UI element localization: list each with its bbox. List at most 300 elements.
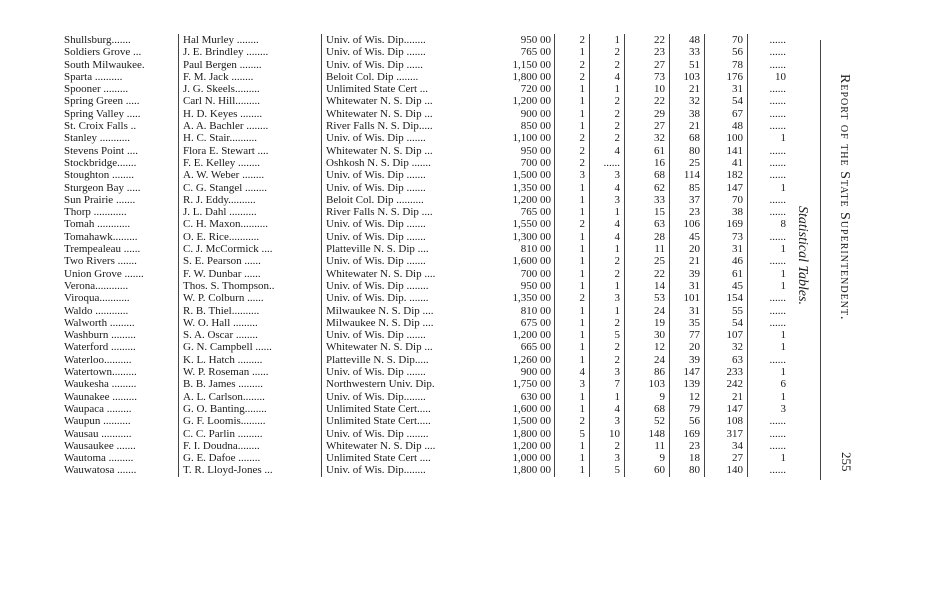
teacher-name-cell: S. E. Pearson ...... xyxy=(179,255,322,267)
count-1-cell: 1 xyxy=(555,83,590,95)
count-4-cell: 32 xyxy=(670,95,705,107)
place-cell: South Milwaukee. xyxy=(64,58,145,71)
extra-cell: ...... xyxy=(748,317,793,329)
count-2-cell: 5 xyxy=(590,464,625,476)
extra-cell: ...... xyxy=(748,255,793,267)
place-cell: Wausau ........... xyxy=(64,427,132,440)
place-cell: Tomahawk......... xyxy=(64,230,138,243)
table-row xyxy=(62,145,792,157)
count-1-cell: 1 xyxy=(555,329,590,341)
count-1-cell: 1 xyxy=(555,440,590,452)
salary-cell: 1,600 00 xyxy=(512,402,551,415)
teacher-name-cell: Flora E. Stewart .... xyxy=(179,145,322,157)
count-3-cell: 103 xyxy=(625,378,670,390)
table-row xyxy=(62,292,792,304)
count-2-cell: 4 xyxy=(590,182,625,194)
place-cell: Washburn ......... xyxy=(64,329,136,342)
salary-cell: 950 00 xyxy=(520,279,551,292)
table-row xyxy=(62,305,792,317)
count-1-cell: 1 xyxy=(555,255,590,267)
count-3-cell: 12 xyxy=(625,341,670,353)
extra-cell: 1 xyxy=(748,182,793,194)
count-4-cell: 21 xyxy=(670,120,705,132)
salary-cell: 950 00 xyxy=(520,144,551,157)
extra-cell: ...... xyxy=(748,59,793,71)
count-4-cell: 37 xyxy=(670,194,705,206)
total-cell: 38 xyxy=(705,206,748,218)
count-4-cell: 106 xyxy=(670,218,705,230)
extra-cell: ...... xyxy=(748,464,793,476)
count-3-cell: 9 xyxy=(625,452,670,464)
teacher-name-cell: F. E. Kelley ........ xyxy=(179,157,322,169)
count-2-cell: 2 xyxy=(590,354,625,366)
count-2-cell: 3 xyxy=(590,194,625,206)
count-2-cell: 10 xyxy=(590,428,625,440)
certificate-cell: Oshkosh N. S. Dip ....... xyxy=(322,157,477,169)
table-row xyxy=(62,108,792,120)
extra-cell: 10 xyxy=(748,71,793,83)
certificate-cell: Univ. of Wis. Dip........ xyxy=(322,464,477,476)
certificate-cell: Whitewater N. S. Dip ... xyxy=(322,108,477,120)
count-2-cell: 1 xyxy=(590,305,625,317)
total-cell: 41 xyxy=(705,157,748,169)
teacher-name-cell: Carl N. Hill......... xyxy=(179,95,322,107)
place-cell: Sun Prairie ....... xyxy=(64,193,136,206)
salary-cell: 1,600 00 xyxy=(512,255,551,268)
certificate-cell: Univ. of Wis. Dip ........ xyxy=(322,428,477,440)
count-4-cell: 77 xyxy=(670,329,705,341)
teacher-name-cell: C. H. Maxon.......... xyxy=(179,218,322,230)
count-2-cell: 4 xyxy=(590,218,625,230)
count-4-cell: 23 xyxy=(670,440,705,452)
place-cell: Stanley ........... xyxy=(64,132,130,145)
certificate-cell: Univ. of Wis. Dip ....... xyxy=(322,169,477,181)
count-2-cell: 3 xyxy=(590,169,625,181)
total-cell: 100 xyxy=(705,132,748,144)
extra-cell: ...... xyxy=(748,194,793,206)
salary-cell: 1,550 00 xyxy=(512,218,551,231)
count-4-cell: 79 xyxy=(670,403,705,415)
total-cell: 45 xyxy=(705,280,748,292)
teacher-name-cell: W. P. Colburn ...... xyxy=(179,292,322,304)
place-cell: Spring Green ..... xyxy=(64,95,140,108)
teacher-name-cell: Paul Bergen ........ xyxy=(179,59,322,71)
certificate-cell: Platteville N. S. Dip..... xyxy=(322,354,477,366)
total-cell: 61 xyxy=(705,268,748,280)
certificate-cell: Beloit Col. Dip .......... xyxy=(322,194,477,206)
place-cell: Soldiers Grove ... xyxy=(64,46,142,59)
teacher-name-cell: C. J. McCormick .... xyxy=(179,243,322,255)
count-3-cell: 22 xyxy=(625,268,670,280)
salary-cell: 1,750 00 xyxy=(512,378,551,391)
extra-cell: 8 xyxy=(748,218,793,230)
count-3-cell: 53 xyxy=(625,292,670,304)
salary-cell: 700 00 xyxy=(520,267,551,280)
count-3-cell: 61 xyxy=(625,145,670,157)
extra-cell: 1 xyxy=(748,268,793,280)
count-2-cell: 2 xyxy=(590,95,625,107)
count-4-cell: 20 xyxy=(670,341,705,353)
salary-cell: 1,200 00 xyxy=(512,329,551,342)
total-cell: 31 xyxy=(705,243,748,255)
total-cell: 48 xyxy=(705,120,748,132)
count-3-cell: 86 xyxy=(625,366,670,378)
total-cell: 78 xyxy=(705,59,748,71)
count-3-cell: 19 xyxy=(625,317,670,329)
extra-cell: 6 xyxy=(748,378,793,390)
salary-cell: 675 00 xyxy=(520,316,551,329)
teacher-name-cell: G. F. Loomis......... xyxy=(179,415,322,427)
certificate-cell: Univ. of Wis. Dip ....... xyxy=(322,255,477,267)
count-2-cell: 2 xyxy=(590,317,625,329)
page-number: 255 xyxy=(839,452,854,472)
count-4-cell: 48 xyxy=(670,34,705,46)
table-row xyxy=(62,71,792,83)
count-1-cell: 1 xyxy=(555,268,590,280)
teacher-name-cell: G. O. Banting........ xyxy=(179,403,322,415)
certificate-cell: Whitewater N. S. Dip ... xyxy=(322,145,477,157)
table-row xyxy=(62,452,792,464)
count-2-cell: 4 xyxy=(590,71,625,83)
salary-cell: 850 00 xyxy=(520,120,551,133)
certificate-cell: Unlimited State Cert ... xyxy=(322,83,477,95)
count-2-cell: 2 xyxy=(590,255,625,267)
count-2-cell: 2 xyxy=(590,132,625,144)
teacher-name-cell: J. E. Brindley ........ xyxy=(179,46,322,58)
teacher-name-cell: A. L. Carlson........ xyxy=(179,391,322,403)
count-3-cell: 16 xyxy=(625,157,670,169)
count-1-cell: 2 xyxy=(555,34,590,46)
count-4-cell: 23 xyxy=(670,206,705,218)
salary-cell: 1,500 00 xyxy=(512,169,551,182)
total-cell: 21 xyxy=(705,391,748,403)
certificate-cell: Univ. of Wis. Dip ....... xyxy=(322,366,477,378)
teacher-name-cell: B. B. James ......... xyxy=(179,378,322,390)
count-1-cell: 1 xyxy=(555,305,590,317)
count-4-cell: 85 xyxy=(670,182,705,194)
count-3-cell: 63 xyxy=(625,218,670,230)
count-1-cell: 2 xyxy=(555,157,590,169)
count-4-cell: 25 xyxy=(670,157,705,169)
count-4-cell: 33 xyxy=(670,46,705,58)
salary-cell: 810 00 xyxy=(520,243,551,256)
salary-cell: 1,260 00 xyxy=(512,353,551,366)
table-row xyxy=(62,182,792,194)
count-3-cell: 24 xyxy=(625,305,670,317)
count-1-cell: 1 xyxy=(555,452,590,464)
count-1-cell: 1 xyxy=(555,120,590,132)
table-row xyxy=(62,169,792,181)
salary-cell: 1,300 00 xyxy=(512,230,551,243)
table-row xyxy=(62,415,792,427)
count-1-cell: 1 xyxy=(555,46,590,58)
certificate-cell: Whitewater N. S. Dip ... xyxy=(322,95,477,107)
table-row xyxy=(62,194,792,206)
teacher-name-cell: R. J. Eddy.......... xyxy=(179,194,322,206)
extra-cell: ...... xyxy=(748,120,793,132)
salary-cell: 1,100 00 xyxy=(512,132,551,145)
certificate-cell: Whitewater N. S. Dip .... xyxy=(322,440,477,452)
teacher-name-cell: K. L. Hatch ......... xyxy=(179,354,322,366)
teacher-name-cell: Hal Murley ........ xyxy=(179,34,322,46)
place-cell: Union Grove ....... xyxy=(64,267,144,280)
total-cell: 32 xyxy=(705,341,748,353)
table-row xyxy=(62,34,792,46)
certificate-cell: Univ. of Wis. Dip ....... xyxy=(322,231,477,243)
total-cell: 108 xyxy=(705,415,748,427)
table-row xyxy=(62,206,792,218)
count-1-cell: 1 xyxy=(555,194,590,206)
count-4-cell: 103 xyxy=(670,71,705,83)
right-rule-line xyxy=(820,40,821,480)
count-3-cell: 60 xyxy=(625,464,670,476)
total-cell: 54 xyxy=(705,95,748,107)
extra-cell: 1 xyxy=(748,366,793,378)
extra-cell: 1 xyxy=(748,452,793,464)
table-row xyxy=(62,440,792,452)
extra-cell: ...... xyxy=(748,34,793,46)
total-cell: 169 xyxy=(705,218,748,230)
salary-cell: 950 00 xyxy=(520,34,551,46)
count-2-cell: 1 xyxy=(590,280,625,292)
count-2-cell: 2 xyxy=(590,341,625,353)
count-2-cell: 1 xyxy=(590,243,625,255)
salary-cell: 1,800 00 xyxy=(512,427,551,440)
certificate-cell: Univ. of Wis. Dip ....... xyxy=(322,46,477,58)
count-1-cell: 1 xyxy=(555,95,590,107)
count-2-cell: 1 xyxy=(590,83,625,95)
teacher-name-cell: G. E. Dafoe ........ xyxy=(179,452,322,464)
salary-cell: 1,000 00 xyxy=(512,452,551,465)
certificate-cell: Milwaukee N. S. Dip .... xyxy=(322,305,477,317)
count-4-cell: 45 xyxy=(670,231,705,243)
salary-cell: 900 00 xyxy=(520,366,551,379)
total-cell: 70 xyxy=(705,34,748,46)
extra-cell: 1 xyxy=(748,341,793,353)
count-2-cell: 4 xyxy=(590,145,625,157)
table-row xyxy=(62,341,792,353)
salary-cell: 900 00 xyxy=(520,107,551,120)
place-cell: Stockbridge....... xyxy=(64,156,137,169)
count-4-cell: 80 xyxy=(670,145,705,157)
certificate-cell: Whitewater N. S. Dip ... xyxy=(322,341,477,353)
count-4-cell: 12 xyxy=(670,391,705,403)
total-cell: 73 xyxy=(705,231,748,243)
salary-cell: 720 00 xyxy=(520,83,551,96)
count-2-cell: 1 xyxy=(590,34,625,46)
count-4-cell: 101 xyxy=(670,292,705,304)
certificate-cell: Univ. of Wis. Dip ....... xyxy=(322,329,477,341)
teacher-name-cell: C. G. Stangel ........ xyxy=(179,182,322,194)
extra-cell: ...... xyxy=(748,428,793,440)
count-2-cell: 2 xyxy=(590,59,625,71)
total-cell: 233 xyxy=(705,366,748,378)
count-1-cell: 1 xyxy=(555,206,590,218)
count-3-cell: 148 xyxy=(625,428,670,440)
count-1-cell: 1 xyxy=(555,231,590,243)
certificate-cell: Univ. of Wis. Dip ........ xyxy=(322,280,477,292)
count-2-cell: 2 xyxy=(590,120,625,132)
table-row xyxy=(62,329,792,341)
extra-cell: 1 xyxy=(748,243,793,255)
teacher-name-cell: F. M. Jack ........ xyxy=(179,71,322,83)
count-1-cell: 1 xyxy=(555,403,590,415)
count-1-cell: 4 xyxy=(555,366,590,378)
total-cell: 27 xyxy=(705,452,748,464)
count-3-cell: 68 xyxy=(625,169,670,181)
count-1-cell: 2 xyxy=(555,292,590,304)
place-cell: Sturgeon Bay ..... xyxy=(64,181,141,194)
total-cell: 46 xyxy=(705,255,748,267)
table-row xyxy=(62,46,792,58)
certificate-cell: Univ. of Wis. Dip........ xyxy=(322,34,477,46)
place-cell: Spring Valley ..... xyxy=(64,107,141,120)
extra-cell: ...... xyxy=(748,169,793,181)
certificate-cell: Univ. of Wis. Dip ....... xyxy=(322,182,477,194)
count-3-cell: 11 xyxy=(625,440,670,452)
count-3-cell: 29 xyxy=(625,108,670,120)
table-row xyxy=(62,255,792,267)
total-cell: 317 xyxy=(705,428,748,440)
count-3-cell: 25 xyxy=(625,255,670,267)
extra-cell: ...... xyxy=(748,157,793,169)
extra-cell: ...... xyxy=(748,440,793,452)
count-2-cell: 3 xyxy=(590,452,625,464)
count-3-cell: 32 xyxy=(625,132,670,144)
place-cell: St. Croix Falls .. xyxy=(64,120,137,133)
count-3-cell: 22 xyxy=(625,95,670,107)
place-cell: Wausaukee ....... xyxy=(64,439,136,452)
extra-cell: 3 xyxy=(748,403,793,415)
count-1-cell: 1 xyxy=(555,108,590,120)
salary-cell: 765 00 xyxy=(520,46,551,59)
place-cell: Waukesha ......... xyxy=(64,378,137,391)
teacher-name-cell: W. O. Hall ......... xyxy=(179,317,322,329)
salary-cell: 1,200 00 xyxy=(512,193,551,206)
total-cell: 107 xyxy=(705,329,748,341)
certificate-cell: Milwaukee N. S. Dip .... xyxy=(322,317,477,329)
teacher-name-cell: Thos. S. Thompson.. xyxy=(179,280,322,292)
extra-cell: ...... xyxy=(748,305,793,317)
table-row xyxy=(62,428,792,440)
count-2-cell: 3 xyxy=(590,415,625,427)
count-3-cell: 28 xyxy=(625,231,670,243)
table-row xyxy=(62,157,792,169)
place-cell: Watertown......... xyxy=(64,366,137,379)
place-cell: Waupun .......... xyxy=(64,415,131,428)
place-cell: Sparta .......... xyxy=(64,70,123,83)
count-3-cell: 30 xyxy=(625,329,670,341)
section-subtitle: Statistical Tables. xyxy=(795,206,810,306)
place-cell: Tomah ............ xyxy=(64,218,131,231)
extra-cell: ...... xyxy=(748,206,793,218)
total-cell: 154 xyxy=(705,292,748,304)
count-1-cell: 3 xyxy=(555,378,590,390)
count-4-cell: 51 xyxy=(670,59,705,71)
count-3-cell: 68 xyxy=(625,403,670,415)
count-4-cell: 18 xyxy=(670,452,705,464)
count-4-cell: 39 xyxy=(670,354,705,366)
place-cell: Shullsburg....... xyxy=(64,34,131,46)
salary-cell: 700 00 xyxy=(520,156,551,169)
extra-cell: ...... xyxy=(748,95,793,107)
table-row xyxy=(62,132,792,144)
count-2-cell: 5 xyxy=(590,329,625,341)
certificate-cell: Unlimited State Cert .... xyxy=(322,452,477,464)
count-4-cell: 31 xyxy=(670,305,705,317)
certificate-cell: Univ. of Wis. Dip ....... xyxy=(322,132,477,144)
extra-cell: 1 xyxy=(748,329,793,341)
salary-cell: 1,200 00 xyxy=(512,439,551,452)
count-2-cell: 3 xyxy=(590,292,625,304)
certificate-cell: Univ. of Wis. Dip. ....... xyxy=(322,292,477,304)
table-row xyxy=(62,280,792,292)
certificate-cell: Unlimited State Cert..... xyxy=(322,415,477,427)
count-2-cell: 2 xyxy=(590,108,625,120)
count-2-cell: 1 xyxy=(590,391,625,403)
table-row xyxy=(62,366,792,378)
table-row xyxy=(62,83,792,95)
count-3-cell: 27 xyxy=(625,120,670,132)
count-1-cell: 1 xyxy=(555,182,590,194)
salary-cell: 1,150 00 xyxy=(512,58,551,71)
certificate-cell: Univ. of Wis. Dip........ xyxy=(322,391,477,403)
place-cell: Waterford ......... xyxy=(64,341,136,354)
count-4-cell: 38 xyxy=(670,108,705,120)
count-1-cell: 2 xyxy=(555,145,590,157)
table-row xyxy=(62,391,792,403)
salary-cell: 810 00 xyxy=(520,304,551,317)
extra-cell: ...... xyxy=(748,83,793,95)
extra-cell: 1 xyxy=(748,280,793,292)
total-cell: 67 xyxy=(705,108,748,120)
count-2-cell: 7 xyxy=(590,378,625,390)
certificate-cell: Platteville N. S. Dip .... xyxy=(322,243,477,255)
extra-cell: ...... xyxy=(748,108,793,120)
extra-cell: ...... xyxy=(748,292,793,304)
table-row xyxy=(62,59,792,71)
count-3-cell: 10 xyxy=(625,83,670,95)
teacher-name-cell: F. W. Dunbar ...... xyxy=(179,268,322,280)
teacher-name-cell: A. A. Bachler ........ xyxy=(179,120,322,132)
teacher-name-cell: G. N. Campbell ...... xyxy=(179,341,322,353)
total-cell: 55 xyxy=(705,305,748,317)
teacher-name-cell: H. D. Keyes ........ xyxy=(179,108,322,120)
teacher-name-cell: R. B. Thiel.......... xyxy=(179,305,322,317)
salary-cell: 1,800 00 xyxy=(512,70,551,83)
count-1-cell: 2 xyxy=(555,218,590,230)
table-row xyxy=(62,120,792,132)
count-2-cell: 3 xyxy=(590,366,625,378)
total-cell: 54 xyxy=(705,317,748,329)
count-1-cell: 1 xyxy=(555,317,590,329)
total-cell: 140 xyxy=(705,464,748,476)
count-1-cell: 2 xyxy=(555,59,590,71)
count-3-cell: 14 xyxy=(625,280,670,292)
table-row xyxy=(62,354,792,366)
table-row xyxy=(62,378,792,390)
count-1-cell: 1 xyxy=(555,280,590,292)
certificate-cell: Beloit Col. Dip ........ xyxy=(322,71,477,83)
place-cell: Thorp ............ xyxy=(64,206,127,219)
count-4-cell: 35 xyxy=(670,317,705,329)
page-running-title: Report of the State Superintendent. xyxy=(837,74,852,321)
salary-cell: 630 00 xyxy=(520,390,551,403)
salary-cell: 1,500 00 xyxy=(512,415,551,428)
extra-cell: ...... xyxy=(748,46,793,58)
extra-cell: ...... xyxy=(748,354,793,366)
table-row xyxy=(62,403,792,415)
